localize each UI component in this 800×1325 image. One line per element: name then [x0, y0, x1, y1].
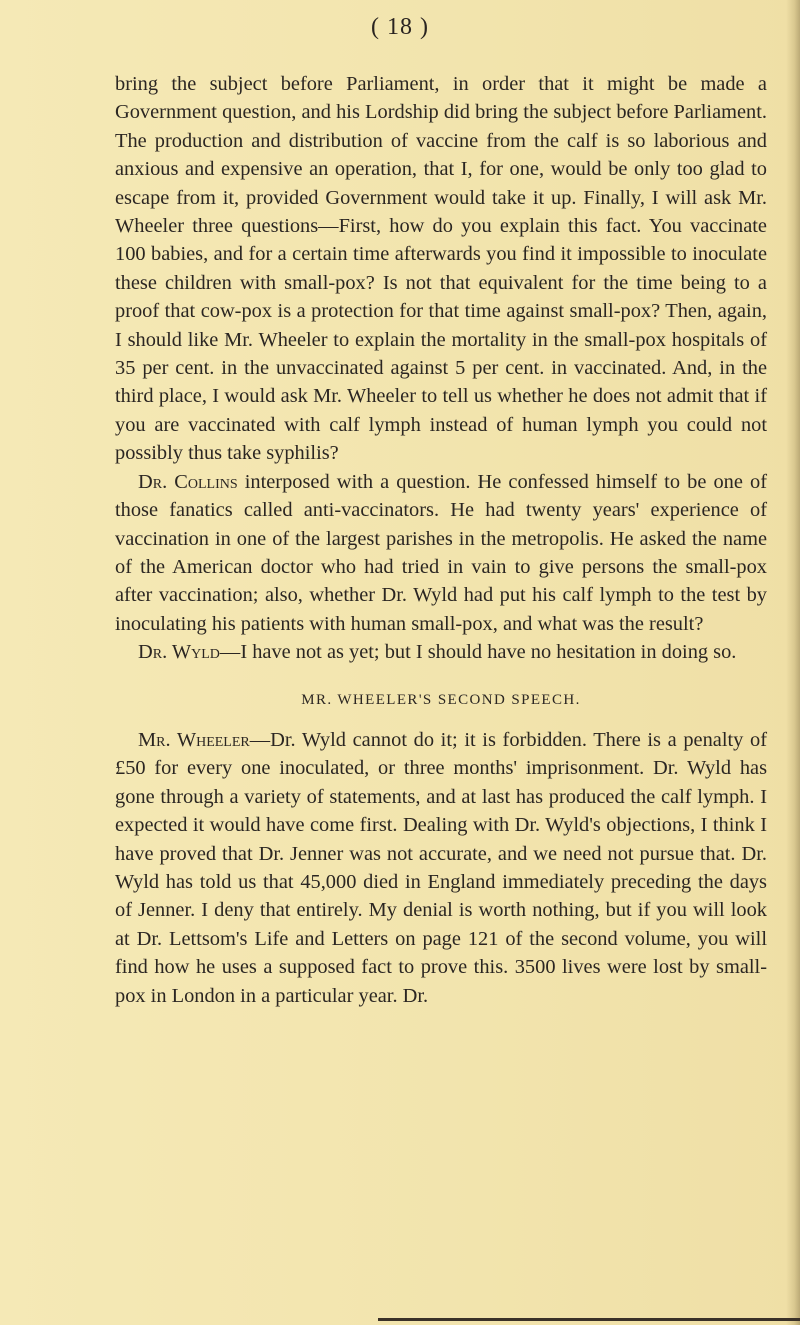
speaker-name: Dr. Collins: [138, 470, 238, 493]
speaker-name: Dr. Wyld: [138, 641, 220, 664]
page-edge-shadow: [786, 0, 800, 1325]
paragraph-3-text: —I have not as yet; but I should have no hesitation in doing so.: [219, 641, 737, 664]
paragraph-2: [115, 468, 767, 638]
speaker-name: Mr. Wheeler: [138, 728, 250, 751]
bottom-rule: [378, 1318, 800, 1321]
paragraph-4: [115, 726, 767, 1010]
body-text: [115, 70, 767, 1010]
paragraph-3: [115, 638, 767, 666]
paragraph-2-text: interposed with a question. He confessed himself to be one of those fanatics called anti-vaccinators. He had twenty years' experience of vaccination in one of the largest parishes in the metropolis. He asked the name of the American doctor who had tried in vain to give persons the small-pox after vaccination; also, whether Dr. Wyld had put his calf lymph to the test by inoculating his patients with human small-pox, and what was the result?: [115, 470, 767, 635]
paragraph-4-text: —Dr. Wyld cannot do it; it is forbidden. There is a penalty of £50 for every one inoculated, or three months' imprisonment. Dr. Wyld has gone through a variety of statements, and at last has produced the calf lymph. I expected it would have come first. Dealing with Dr. Wyld's objections, I think I have proved that Dr. Jenner was not accurate, and we need not pursue that. Dr. Wyld has told us that 45,000 died in England immediately preceding the days of Jenner. I deny that entirely. My denial is worth nothing, but if you will look at Dr. Lettsom's Life and Letters on page 121 of the second volume, you will find how he uses a supposed fact to prove this. 3500 lives were lost by small-pox in London in a particular year. Dr.: [115, 728, 767, 1007]
paragraph-1: bring the subject before Parliament, in order that it might be made a Government question, and his Lordship did bring the subject before Parliament. The production and distribution of vaccine from the calf is so laborious and anxious and expensive an operation, that I, for one, would be only too glad to escape from it, provided Government would take it up. Finally, I will ask Mr. Wheeler three questions—First, how do you explain this fact. You vaccinate 100 babies, and for a certain time afterwards you find it impossible to inoculate these children with small-pox? Is not that equivalent for the time being to a proof that cow-pox is a protection for that time against small-pox? Then, again, I should like Mr. Wheeler to explain the mortality in the small-pox hospitals of 35 per cent. in the unvaccinated against 5 per cent. in vaccinated. And, in the third place, I would ask Mr. Wheeler to tell us whether he does not admit that if you are vaccinated with calf lymph instead of human lymph you could not possibly thus take syphilis?: [115, 73, 767, 465]
section-heading: MR. WHEELER'S SECOND SPEECH.: [301, 691, 581, 708]
page-number: ( 18 ): [371, 14, 429, 40]
